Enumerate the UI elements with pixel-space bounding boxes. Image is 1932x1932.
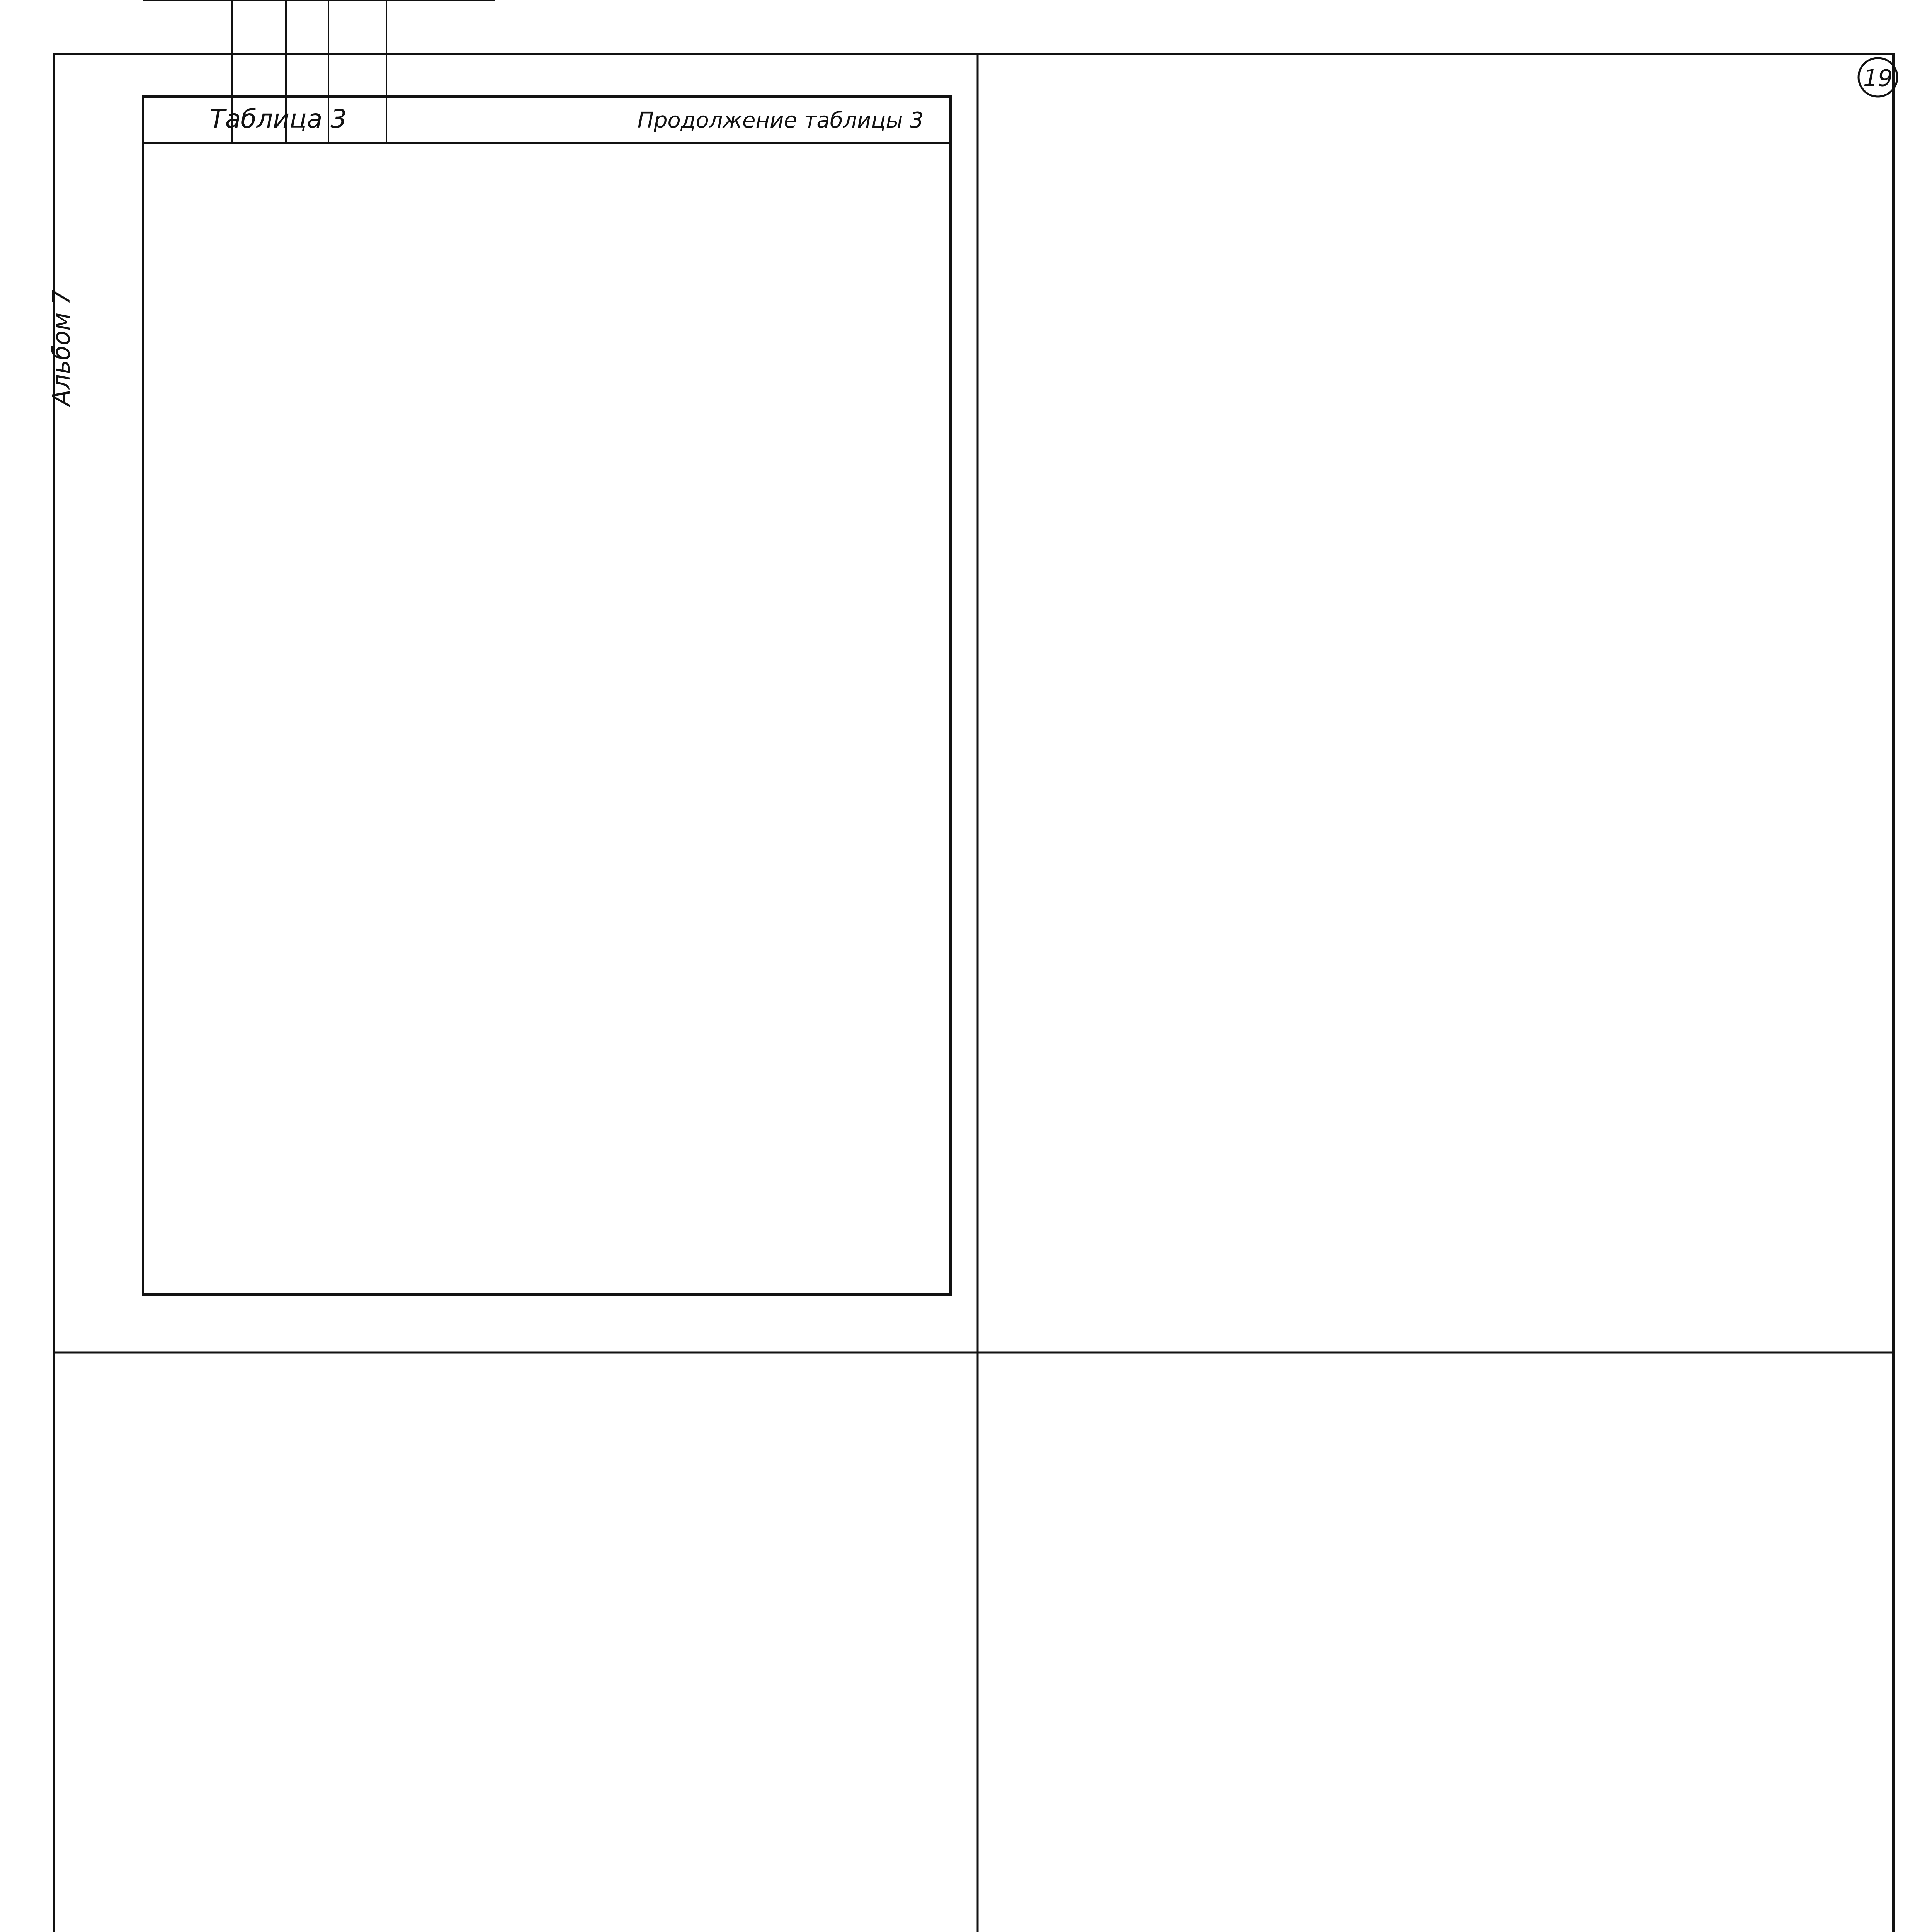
page-number-text: 19 [1863, 65, 1893, 92]
q1-title-right: Продолжение таблицы 3 [637, 108, 924, 133]
q1-title-left: Таблица 3 [209, 104, 347, 134]
page-border [54, 54, 1893, 1932]
q1-frame [143, 97, 951, 1294]
album-label: Альбом 7 [47, 289, 75, 406]
